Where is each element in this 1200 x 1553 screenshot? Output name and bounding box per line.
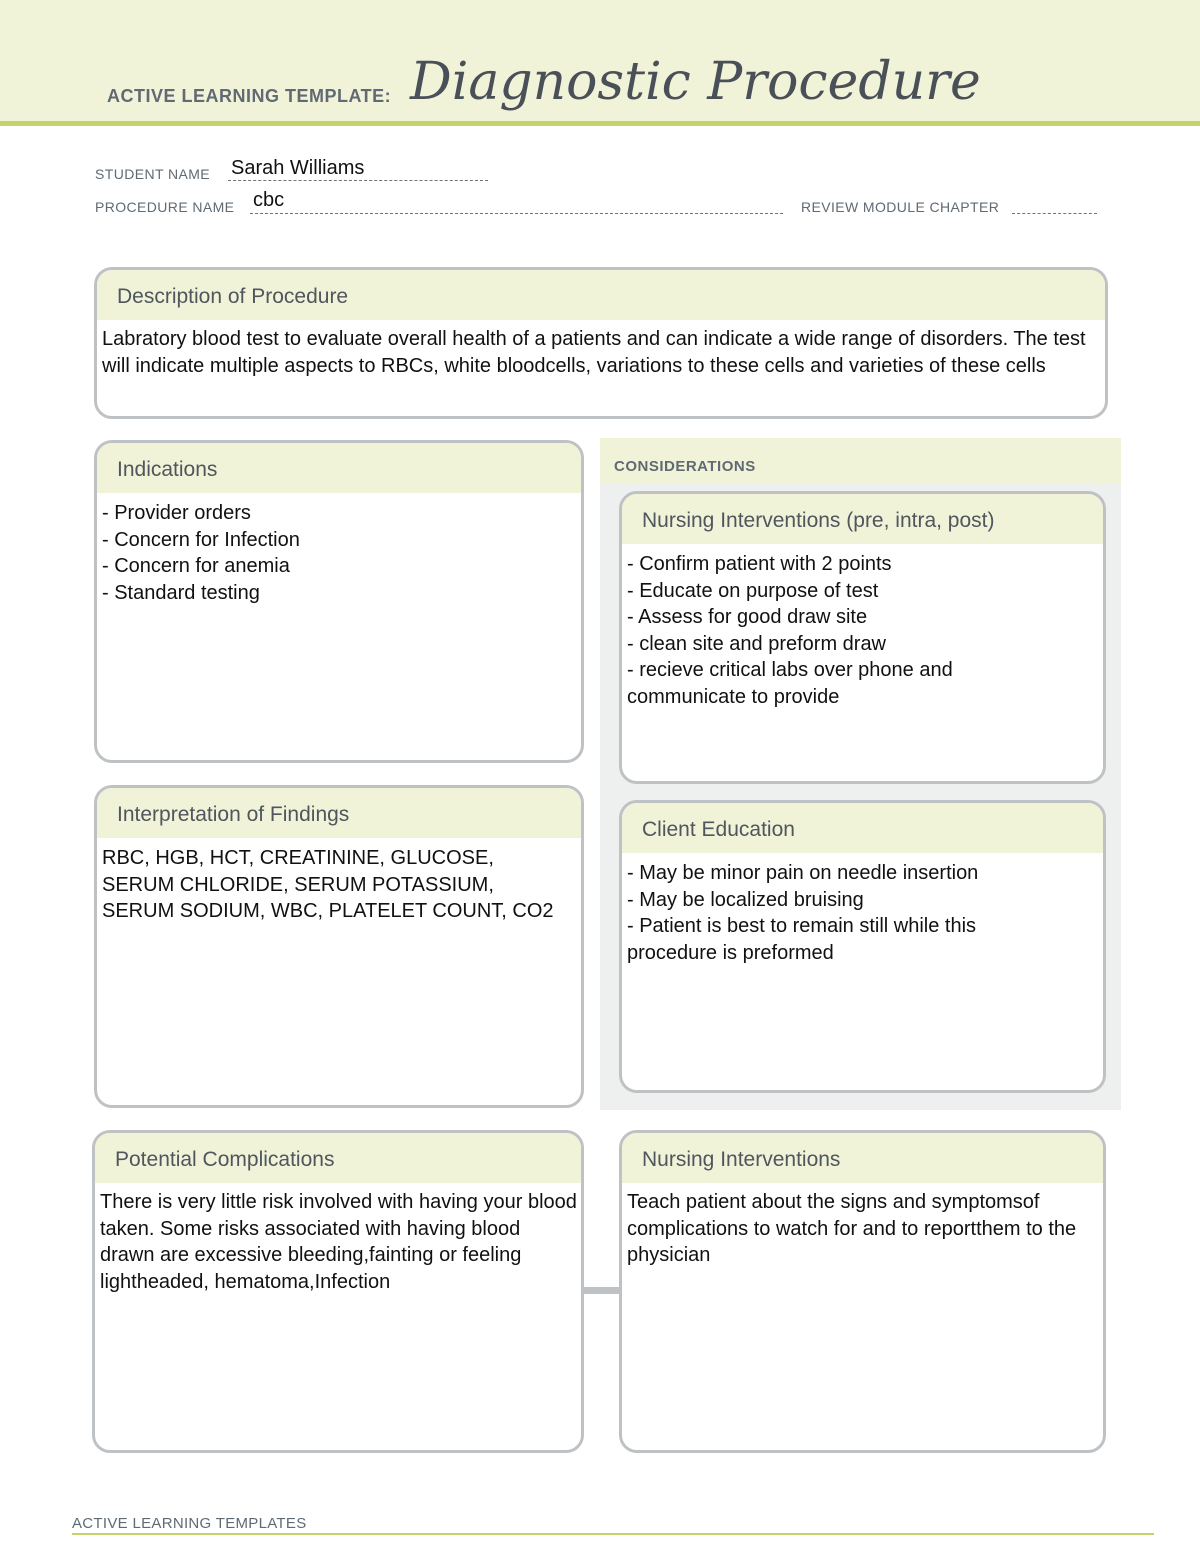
student-name-underline [228, 180, 488, 181]
nursing-interventions-pip-heading: Nursing Interventions (pre, intra, post) [622, 494, 1103, 544]
procedure-name-field[interactable]: cbc [253, 189, 285, 211]
footer-label: ACTIVE LEARNING TEMPLATES [72, 1515, 307, 1532]
nursing-interventions-heading: Nursing Interventions [622, 1133, 1103, 1183]
nursing-interventions-pip-list[interactable] [627, 551, 1099, 710]
client-education-list[interactable] [627, 860, 1099, 966]
list-item: - Educate on purpose of test [627, 579, 879, 602]
complications-heading: Potential Complications [95, 1133, 581, 1183]
interpretation-text[interactable]: RBC, HGB, HCT, CREATININE, GLUCOSE, SERUM CHLORIDE, SERUM POTASSIUM, SERUM SODIUM, WBC, PLATELET COUNT, CO2 [102, 847, 554, 922]
nursing-interventions-text[interactable]: Teach patient about the signs and symptomsof complications to watch for and to reportthem to the physician [627, 1191, 1077, 1266]
list-item: - Provider orders [102, 502, 251, 524]
review-module-label: REVIEW MODULE CHAPTER [801, 199, 1000, 215]
complications-box [92, 1130, 584, 1453]
description-heading: Description of Procedure [97, 270, 1105, 320]
list-item: - May be localized bruising [627, 888, 864, 911]
indications-box [94, 440, 584, 763]
footer-rule [72, 1533, 1154, 1535]
review-module-field[interactable] [1012, 213, 1097, 214]
interpretation-heading: Interpretation of Findings [97, 788, 581, 838]
description-text[interactable]: Labratory blood test to evaluate overall health of a patients and can indicate a wide range of disorders. The test will indicate multiple aspects to RBCs, white bloodcells, variations to these cells and varieties of these cells [102, 328, 1086, 377]
brand-label: ACTIVE LEARNING TEMPLATE: [107, 86, 392, 106]
list-item: - clean site and preform draw [627, 632, 887, 655]
list-item: - Assess for good draw site [627, 606, 868, 628]
nursing-interventions-box [619, 1130, 1106, 1453]
indications-list[interactable] [102, 500, 577, 606]
list-item: - May be minor pain on needle insertion [627, 862, 979, 884]
procedure-name-label: PROCEDURE NAME [95, 199, 235, 215]
considerations-label: CONSIDERATIONS [614, 458, 756, 475]
student-name-label: STUDENT NAME [95, 166, 210, 182]
client-education-heading: Client Education [622, 803, 1103, 853]
list-item: - Patient is best to remain still while this procedure is preformed [627, 915, 977, 964]
client-education-box [619, 800, 1106, 1093]
description-box [94, 267, 1108, 419]
interpretation-box [94, 785, 584, 1108]
list-item: - Concern for anemia [102, 555, 290, 577]
nursing-interventions-pip-box [619, 491, 1106, 784]
complications-text[interactable]: There is very little risk involved with having your blood taken. Some risks associated with having blood drawn are excessive bleeding,fainting or feeling lightheaded, hematoma,Infection [100, 1191, 577, 1293]
document-title: Diagnostic Procedure [410, 52, 981, 112]
header-rule [0, 121, 1200, 126]
list-item: - Confirm patient with 2 points [627, 553, 892, 575]
procedure-name-underline [250, 213, 783, 214]
list-item: - Standard testing [102, 581, 260, 604]
list-item: - Concern for Infection [102, 528, 300, 551]
list-item: - recieve critical labs over phone and communicate to provide [627, 659, 953, 708]
student-name-field[interactable]: Sarah Williams [231, 157, 365, 179]
box-connector [583, 1287, 621, 1294]
indications-heading: Indications [97, 443, 581, 493]
